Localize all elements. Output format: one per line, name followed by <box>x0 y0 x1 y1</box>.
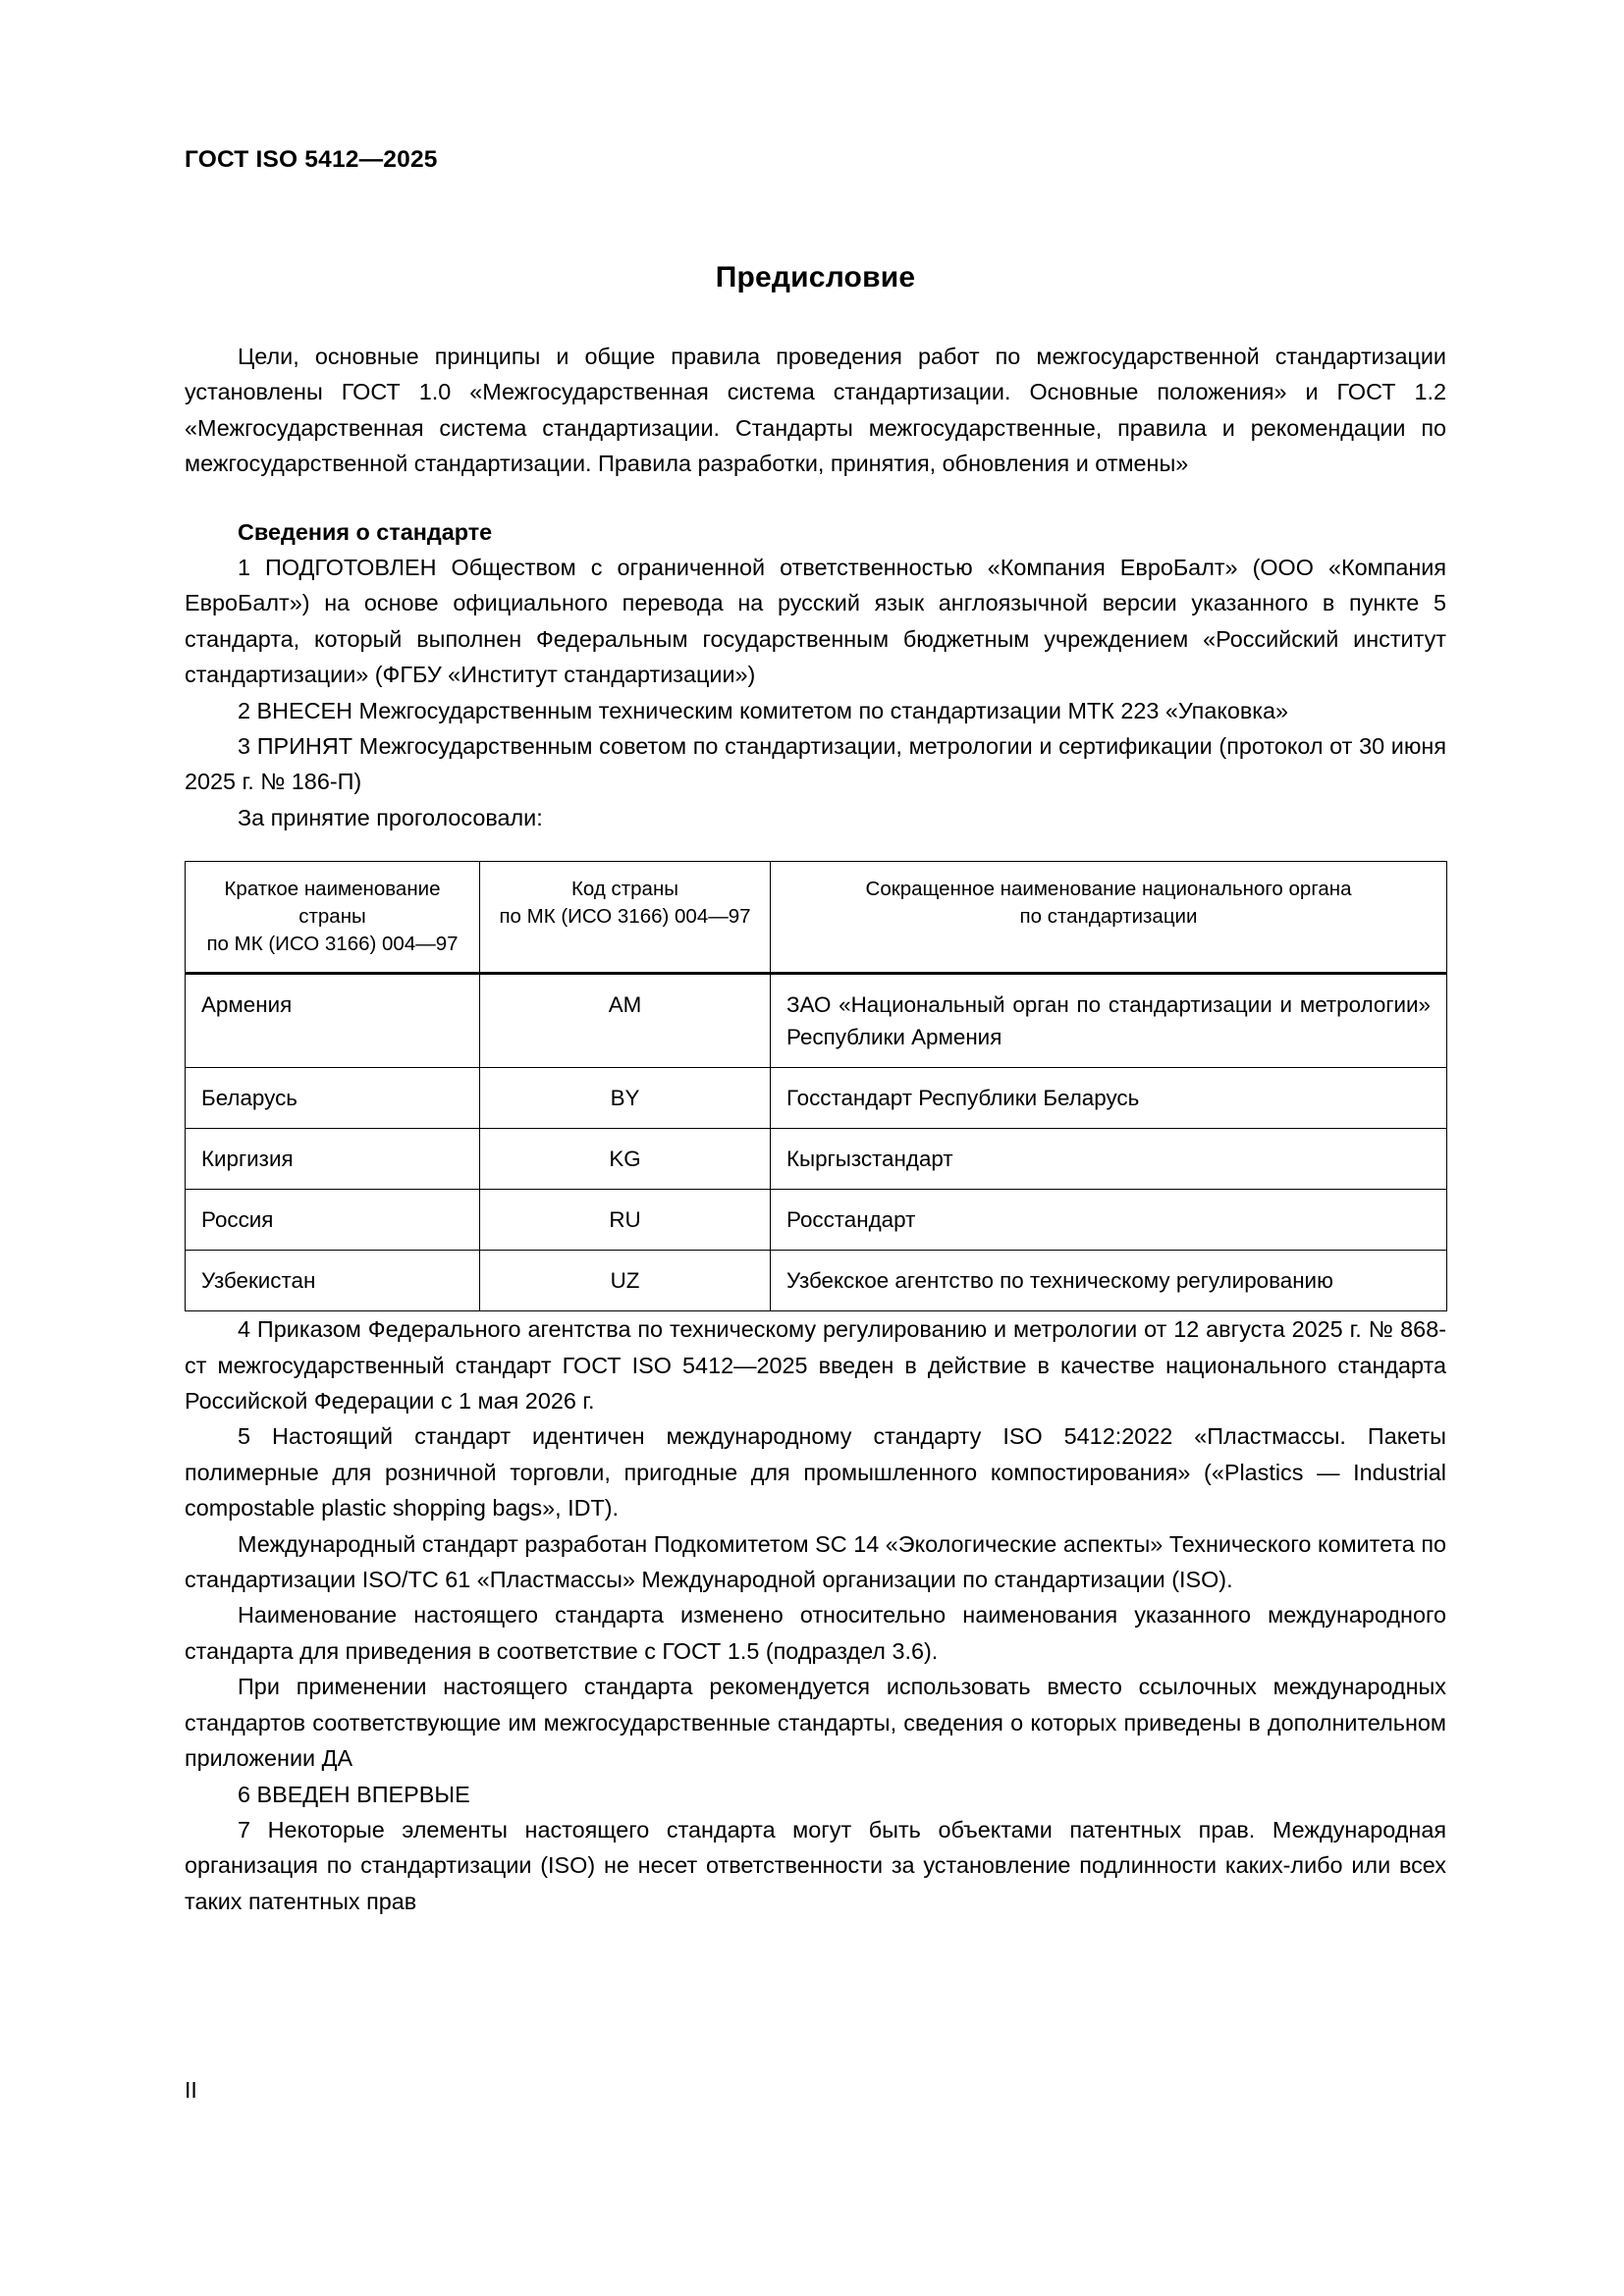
vote-table-head <box>186 862 1447 974</box>
standard-info-heading: Сведения о стандарте <box>238 518 493 545</box>
standard-info-item-2: 2 ВНЕСЕН Межгосударственным техническим комитетом по стандартизации МТК 223 «Упаковка» <box>238 697 1289 723</box>
vote-table <box>185 861 1447 1311</box>
cell-code: BY <box>480 1068 771 1129</box>
page-title: Предисловие <box>715 260 916 294</box>
table-header-row <box>186 862 1447 974</box>
cell-body: ЗАО «Национальный орган по стандартизации и метрологии» Республики Армения <box>771 974 1447 1068</box>
cell-code: AM <box>480 974 771 1068</box>
standard-info-item-3: 3 ПРИНЯТ Межгосударственным советом по стандартизации, метрологии и сертификации (протокол от 30 июня 2025 г. № 186-П) <box>185 733 1446 795</box>
cell-country: Киргизия <box>186 1129 480 1190</box>
cell-code: RU <box>480 1190 771 1251</box>
table-row <box>186 1251 1447 1311</box>
cell-code: UZ <box>480 1251 771 1311</box>
table-header-code <box>480 862 771 974</box>
intro-paragraph: Цели, основные принципы и общие правила проведения работ по межгосударственной стандартизации установлены ГОСТ 1.0 «Межгосударственная система стандартизации. Основные положения» и ГОСТ 1.2 «Межгосударственная система стандартизации. Стандарты межгосударственные, правила и рекомендации по межгосударственной стандартизации. Правила разработки, принятия, обновления и отмены» <box>185 343 1446 477</box>
table-row <box>186 1190 1447 1251</box>
cell-country: Армения <box>186 974 480 1068</box>
standard-info-item-5-note-2: Наименование настоящего стандарта изменено относительно наименования указанного международного стандарта для приведения в соответствие с ГОСТ 1.5 (подраздел 3.6). <box>185 1602 1446 1664</box>
standard-info-item-5: 5 Настоящий стандарт идентичен международному стандарту ISO 5412:2022 «Пластмассы. Пакеты полимерные для розничной торговли, пригодные для промышленного компостирования» («Plastics — Industrial compostable plastic shopping bags», IDT). <box>185 1423 1446 1522</box>
standard-info-item-4: 4 Приказом Федерального агентства по техническому регулированию и метрологии от 12 августа 2025 г. № 868-ст межгосударственный стандарт ГОСТ ISO 5412—2025 введен в действие в качестве национального стандарта Российской Федерации с 1 мая 2026 г. <box>185 1316 1446 1415</box>
table-header-code-line1: Код страны <box>570 878 679 901</box>
vote-lead-text: За принятие проголосовали: <box>238 804 543 830</box>
table-header-body-line1: Сокращенное наименование национального органа <box>865 878 1352 901</box>
standard-info-item-5-note-3: При применении настоящего стандарта рекомендуется использовать вместо ссылочных международных стандартов соответствующие им межгосударственные стандарты, сведения о которых приведены в дополнительном приложении ДА <box>185 1674 1446 1772</box>
table-header-country-line1: Краткое наименование страны <box>224 878 441 929</box>
table-header-body <box>771 862 1447 974</box>
table-row <box>186 1068 1447 1129</box>
cell-body: Госстандарт Республики Беларусь <box>771 1068 1447 1129</box>
cell-body: Росстандарт <box>771 1190 1447 1251</box>
table-header-code-line2: по МК (ИСО 3166) 004—97 <box>499 905 751 929</box>
cell-country: Беларусь <box>186 1068 480 1129</box>
standard-info-item-1: 1 ПОДГОТОВЛЕН Обществом с ограниченной ответственностью «Компания ЕвроБалт» (ООО «Компания ЕвроБалт») на основе официального перевода на русский язык англоязычной версии указанного в пункте 5 стандарта, который выполнен Федеральным государственным бюджетным учреждением «Российский институт стандартизации» (ФГБУ «Институт стандартизации») <box>185 554 1446 688</box>
table-header-country <box>186 862 480 974</box>
page-content <box>185 147 1446 1919</box>
cell-code: KG <box>480 1129 771 1190</box>
standard-info-item-5-note-1: Международный стандарт разработан Подкомитетом SC 14 «Экологические аспекты» Технического комитета по стандартизации ISO/TC 61 «Пластмассы» Международной организации по стандартизации (ISO). <box>185 1530 1446 1593</box>
table-header-country-line2: по МК (ИСО 3166) 004—97 <box>206 933 459 956</box>
vote-table-body <box>186 974 1447 1311</box>
table-row <box>186 1129 1447 1190</box>
running-head: ГОСТ ISO 5412—2025 <box>185 146 438 173</box>
page-number: II <box>185 2077 197 2103</box>
standard-info-item-7: 7 Некоторые элементы настоящего стандарта могут быть объектами патентных прав. Международная организация по стандартизации (ISO) не несет ответственности за установление подлинности каких-либо или всех таких патентных прав <box>185 1816 1446 1914</box>
cell-country: Россия <box>186 1190 480 1251</box>
table-header-body-line2: по стандартизации <box>1019 905 1198 929</box>
cell-body: Кыргызстандарт <box>771 1129 1447 1190</box>
table-row <box>186 974 1447 1068</box>
standard-info-item-6: 6 ВВЕДЕН ВПЕРВЫЕ <box>238 1781 470 1807</box>
cell-body: Узбекское агентство по техническому регулированию <box>771 1251 1447 1311</box>
cell-country: Узбекистан <box>186 1251 480 1311</box>
